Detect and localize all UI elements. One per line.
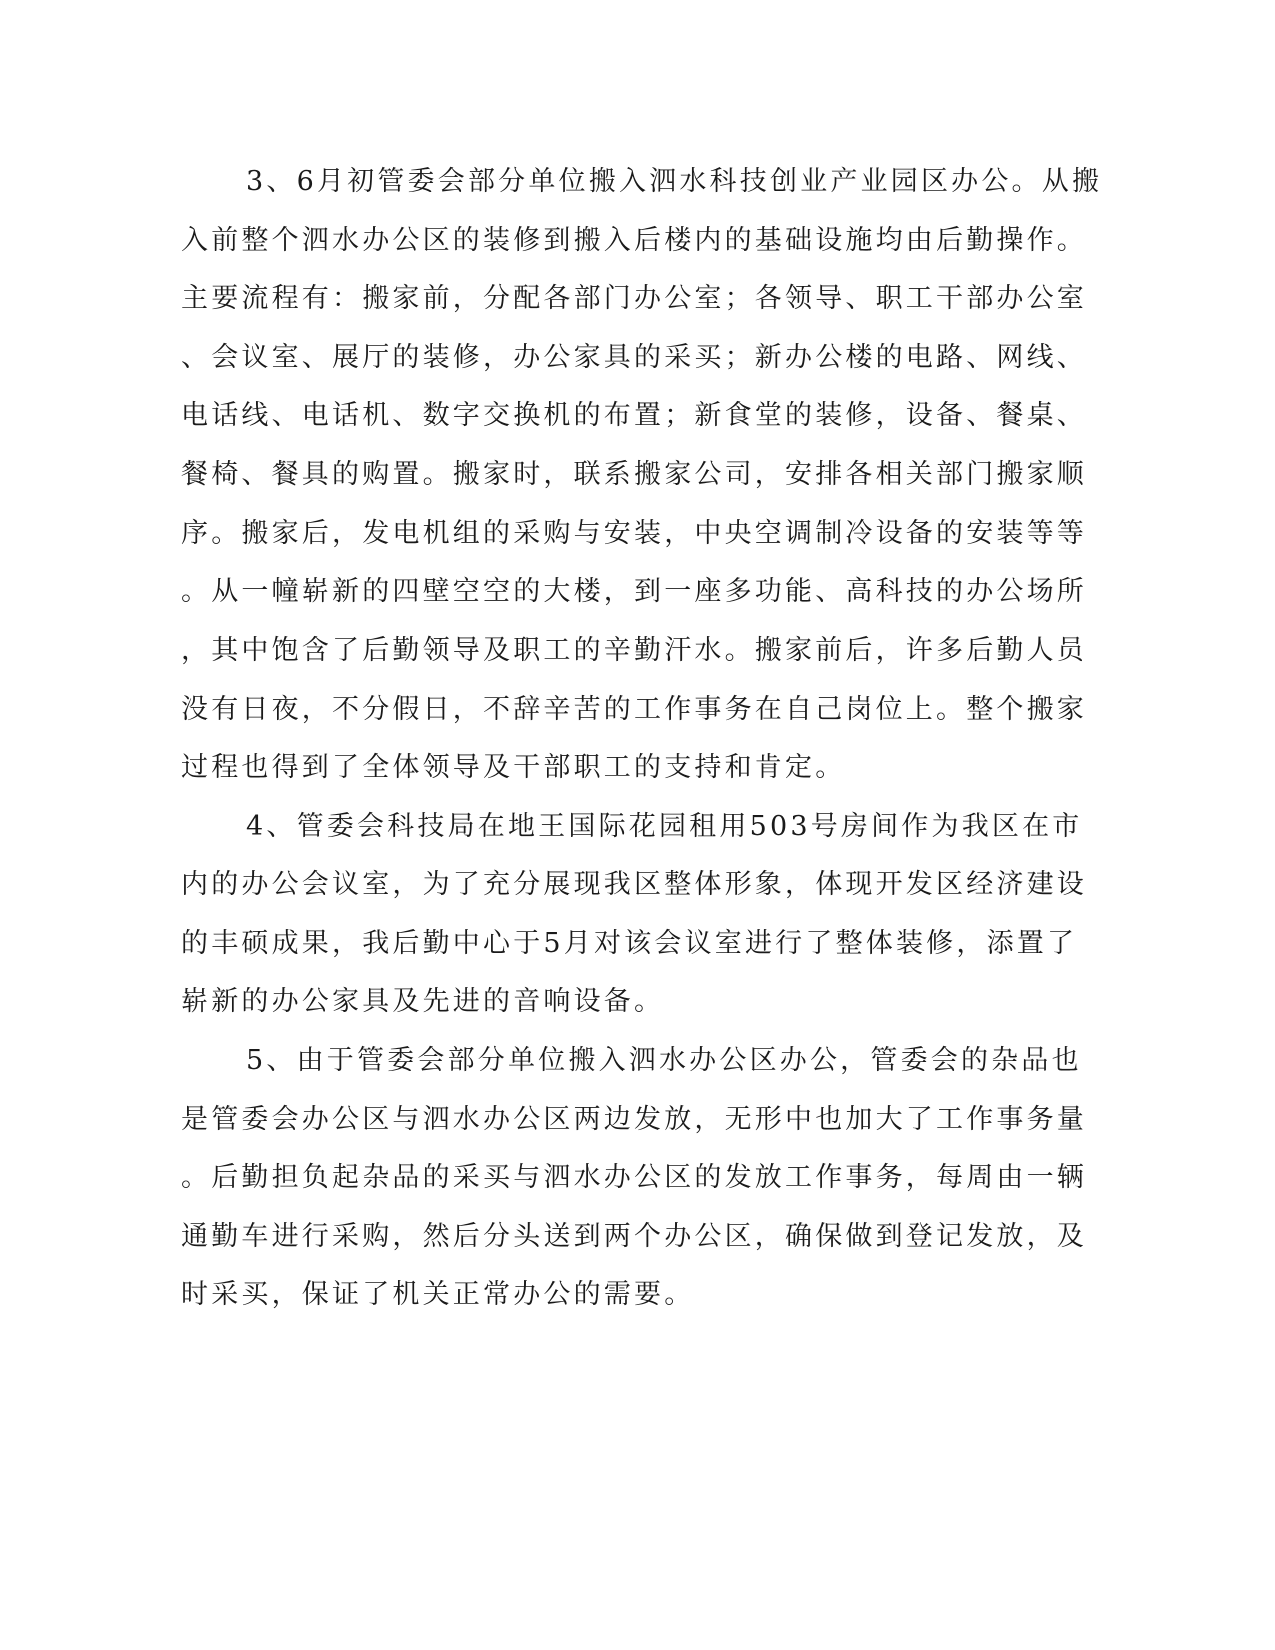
paragraph-line: 通勤车进行采购，然后分头送到两个办公区，确保做到登记发放，及 [181,1221,1087,1252]
paragraph-line: 主要流程有：搬家前，分配各部门办公室；各领导、职工干部办公室 [181,283,1087,314]
paragraph-line: 序。搬家后，发电机组的采购与安装，中央空调制冷设备的安装等等 [181,518,1087,549]
paragraph-line: 、会议室、展厅的装修，办公家具的采买；新办公楼的电路、网线、 [181,342,1087,373]
paragraph-line: 。后勤担负起杂品的采买与泗水办公区的发放工作事务，每周由一辆 [181,1162,1087,1193]
paragraph-line: 4、管委会科技局在地王国际花园租用503号房间作为我区在市 [246,811,1083,842]
paragraph-line: 3、6月初管委会部分单位搬入泗水科技创业产业园区办公。从搬 [246,166,1103,197]
paragraph-line: 电话线、电话机、数字交换机的布置；新食堂的装修，设备、餐桌、 [181,400,1087,431]
paragraph-line: 过程也得到了全体领导及干部职工的支持和肯定。 [181,752,846,783]
paragraph-line: 入前整个泗水办公区的装修到搬入后楼内的基础设施均由后勤操作。 [181,225,1087,256]
paragraph-line: 内的办公会议室，为了充分展现我区整体形象，体现开发区经济建设 [181,869,1087,900]
paragraph-line: 的丰硕成果，我后勤中心于5月对该会议室进行了整体装修，添置了 [181,928,1078,959]
paragraph-line: 5、由于管委会部分单位搬入泗水办公区办公，管委会的杂品也 [246,1045,1082,1076]
paragraph-line: ，其中饱含了后勤领导及职工的辛勤汗水。搬家前后，许多后勤人员 [181,635,1087,666]
paragraph-line: 餐椅、餐具的购置。搬家时，联系搬家公司，安排各相关部门搬家顺 [181,459,1087,490]
paragraph-line: 没有日夜，不分假日，不辞辛苦的工作事务在自己岗位上。整个搬家 [181,694,1087,725]
paragraph-line: 。从一幢崭新的四壁空空的大楼，到一座多功能、高科技的办公场所 [181,576,1087,607]
paragraph-line: 崭新的办公家具及先进的音响设备。 [181,986,665,1017]
paragraph-line: 时采买，保证了机关正常办公的需要。 [181,1279,695,1310]
paragraph-line: 是管委会办公区与泗水办公区两边发放，无形中也加大了工作事务量 [181,1104,1087,1135]
